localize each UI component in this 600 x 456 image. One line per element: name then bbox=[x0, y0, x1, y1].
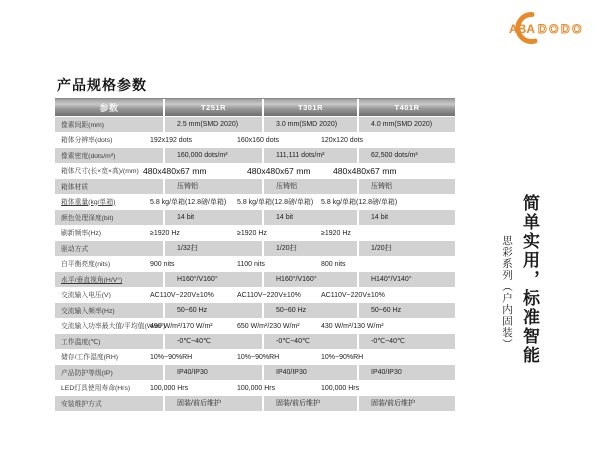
table-row bbox=[55, 164, 455, 180]
row-value: 5.8 kg/单箱(12.8磅/单箱) bbox=[150, 198, 227, 206]
row-value: 固装/前后维护 bbox=[262, 396, 357, 411]
row-label: 像素间距(mm) bbox=[55, 117, 163, 132]
table-row bbox=[55, 288, 455, 304]
table-header bbox=[55, 98, 455, 117]
row-label: 白平衡亮度(nits) bbox=[61, 260, 111, 268]
table-row bbox=[55, 210, 455, 226]
table-row bbox=[55, 334, 455, 350]
row-value: 压铸铝 bbox=[262, 179, 357, 194]
row-value: 1/32扫 bbox=[163, 241, 262, 256]
row-label: 箱体尺寸(长×宽×高)/(mm) bbox=[61, 167, 139, 175]
table-rows bbox=[55, 117, 455, 412]
row-label: 交流输入电压(V) bbox=[61, 291, 111, 299]
page-title: 产品规格参数 bbox=[57, 77, 147, 93]
row-value: 10%~90%RH bbox=[150, 353, 193, 361]
row-value: 14 bit bbox=[357, 210, 455, 225]
row-value: 430 W/m²/130 W/m² bbox=[321, 322, 384, 330]
row-value: 100,000 Hrs bbox=[150, 384, 189, 392]
row-value: 50~60 Hz bbox=[163, 303, 262, 318]
row-label: 箱体重量(kg/单箱) bbox=[61, 198, 116, 206]
table-row bbox=[55, 365, 455, 381]
row-value: 10%~90%RH bbox=[321, 353, 364, 361]
row-value: 14 bit bbox=[262, 210, 357, 225]
row-value: 压铸铝 bbox=[163, 179, 262, 194]
column-header: T301R bbox=[262, 99, 357, 116]
table-row bbox=[55, 133, 455, 149]
vertical-series-name: 思彩系列（户内固装） bbox=[501, 235, 513, 350]
row-value: 固装/前后维护 bbox=[163, 396, 262, 411]
row-value: 10%~90%RH bbox=[237, 353, 280, 361]
brand-logo bbox=[504, 8, 586, 48]
row-value: 490 W/m²/170 W/m² bbox=[150, 322, 213, 330]
row-value: 62,500 dots/m² bbox=[357, 148, 455, 163]
table-row bbox=[55, 179, 455, 195]
spec-table bbox=[55, 98, 455, 412]
table-row bbox=[55, 241, 455, 257]
row-value: AC110V~220V±10% bbox=[321, 291, 385, 299]
row-value: AC110V~220V±10% bbox=[150, 291, 214, 299]
row-label: 水平/垂直视角(H/V°) bbox=[55, 272, 163, 287]
row-value: 3.0 mm(SMD 2020) bbox=[262, 117, 357, 132]
row-label: LED灯具使用寿命(Hrs) bbox=[61, 384, 131, 392]
table-row bbox=[55, 396, 455, 412]
row-label: 交流输入功率最大值/平均值(W/m²) bbox=[61, 322, 166, 330]
row-value: 2.5 mm(SMD 2020) bbox=[163, 117, 262, 132]
row-value: H160°/V160° bbox=[163, 272, 262, 287]
row-value: IP40/IP30 bbox=[357, 365, 455, 380]
row-value: 120x120 dots bbox=[321, 136, 364, 144]
row-value: 160x160 dots bbox=[237, 136, 280, 144]
row-value: 480x480x67 mm bbox=[247, 165, 311, 176]
row-value: 1/20扫 bbox=[357, 241, 455, 256]
table-row bbox=[55, 272, 455, 288]
row-label: 箱体材质 bbox=[55, 179, 163, 194]
row-label: 颜色处理深度(bit) bbox=[55, 210, 163, 225]
table-row bbox=[55, 148, 455, 164]
vertical-slogan: 简单实用，标准智能 bbox=[520, 194, 539, 365]
row-value: 480x480x67 mm bbox=[143, 165, 207, 176]
row-value: 192x192 dots bbox=[150, 136, 193, 144]
row-label: 工作温度(℃) bbox=[55, 334, 163, 349]
row-label: 刷新频率(Hz) bbox=[61, 229, 102, 237]
column-header: T401R bbox=[357, 99, 455, 116]
row-value: ≥1920 Hz bbox=[237, 229, 267, 237]
row-value: 1/20扫 bbox=[262, 241, 357, 256]
row-label: 交流输入频率(Hz) bbox=[55, 303, 163, 318]
table-row bbox=[55, 303, 455, 319]
row-value: ≥1920 Hz bbox=[150, 229, 180, 237]
row-value: H140°/V140° bbox=[357, 272, 455, 287]
row-value: 650 W/m²/230 W/m² bbox=[237, 322, 300, 330]
row-label: 产品防护等级(IP) bbox=[55, 365, 163, 380]
row-value: -0℃~40℃ bbox=[163, 334, 262, 349]
table-row bbox=[55, 226, 455, 242]
row-value: 480x480x67 mm bbox=[333, 165, 397, 176]
row-value: AC110V~220V±10% bbox=[237, 291, 301, 299]
row-value: 111,111 dots/m² bbox=[262, 148, 357, 163]
row-value: -0℃~40℃ bbox=[357, 334, 455, 349]
row-value: 固装/前后维护 bbox=[357, 396, 455, 411]
row-label: 安装维护方式 bbox=[55, 396, 163, 411]
logo-text-aba: ABA bbox=[509, 22, 535, 36]
row-value: 900 nits bbox=[150, 260, 175, 268]
row-value: 800 nits bbox=[321, 260, 346, 268]
row-value: 1100 nits bbox=[237, 260, 265, 268]
row-value: ≥1920 Hz bbox=[321, 229, 351, 237]
row-value: -0℃~40℃ bbox=[262, 334, 357, 349]
row-label: 驱动方式 bbox=[55, 241, 163, 256]
row-label: 储存/工作湿度(RH) bbox=[61, 353, 119, 361]
row-value: H160°/V160° bbox=[262, 272, 357, 287]
table-row bbox=[55, 381, 455, 397]
row-value: 压铸铝 bbox=[357, 179, 455, 194]
table-row bbox=[55, 319, 455, 335]
table-row bbox=[55, 350, 455, 366]
row-value: 100,000 Hrs bbox=[321, 384, 360, 392]
row-value: 50~60 Hz bbox=[262, 303, 357, 318]
row-value: IP40/IP30 bbox=[262, 365, 357, 380]
row-value: 100,000 Hrs bbox=[237, 384, 276, 392]
row-value: 50~60 Hz bbox=[357, 303, 455, 318]
row-label: 箱体分辨率(dots) bbox=[61, 136, 113, 144]
row-value: 160,000 dots/m² bbox=[163, 148, 262, 163]
row-value: 5.8 kg/单箱(12.8磅/单箱) bbox=[321, 198, 398, 206]
column-header: T251R bbox=[163, 99, 262, 116]
logo-text-dodo: DODO bbox=[538, 22, 584, 36]
row-value: IP40/IP30 bbox=[163, 365, 262, 380]
column-header-param: 参数 bbox=[99, 103, 119, 113]
row-value: 5.8 kg/单箱(12.8磅/单箱) bbox=[237, 198, 314, 206]
row-value: 4.0 mm(SMD 2020) bbox=[357, 117, 455, 132]
row-value: 14 bit bbox=[163, 210, 262, 225]
table-row bbox=[55, 257, 455, 273]
row-label: 像素密度(dots/m²) bbox=[55, 148, 163, 163]
table-row bbox=[55, 195, 455, 211]
logo-swoosh-icon bbox=[504, 8, 586, 48]
table-row bbox=[55, 117, 455, 133]
